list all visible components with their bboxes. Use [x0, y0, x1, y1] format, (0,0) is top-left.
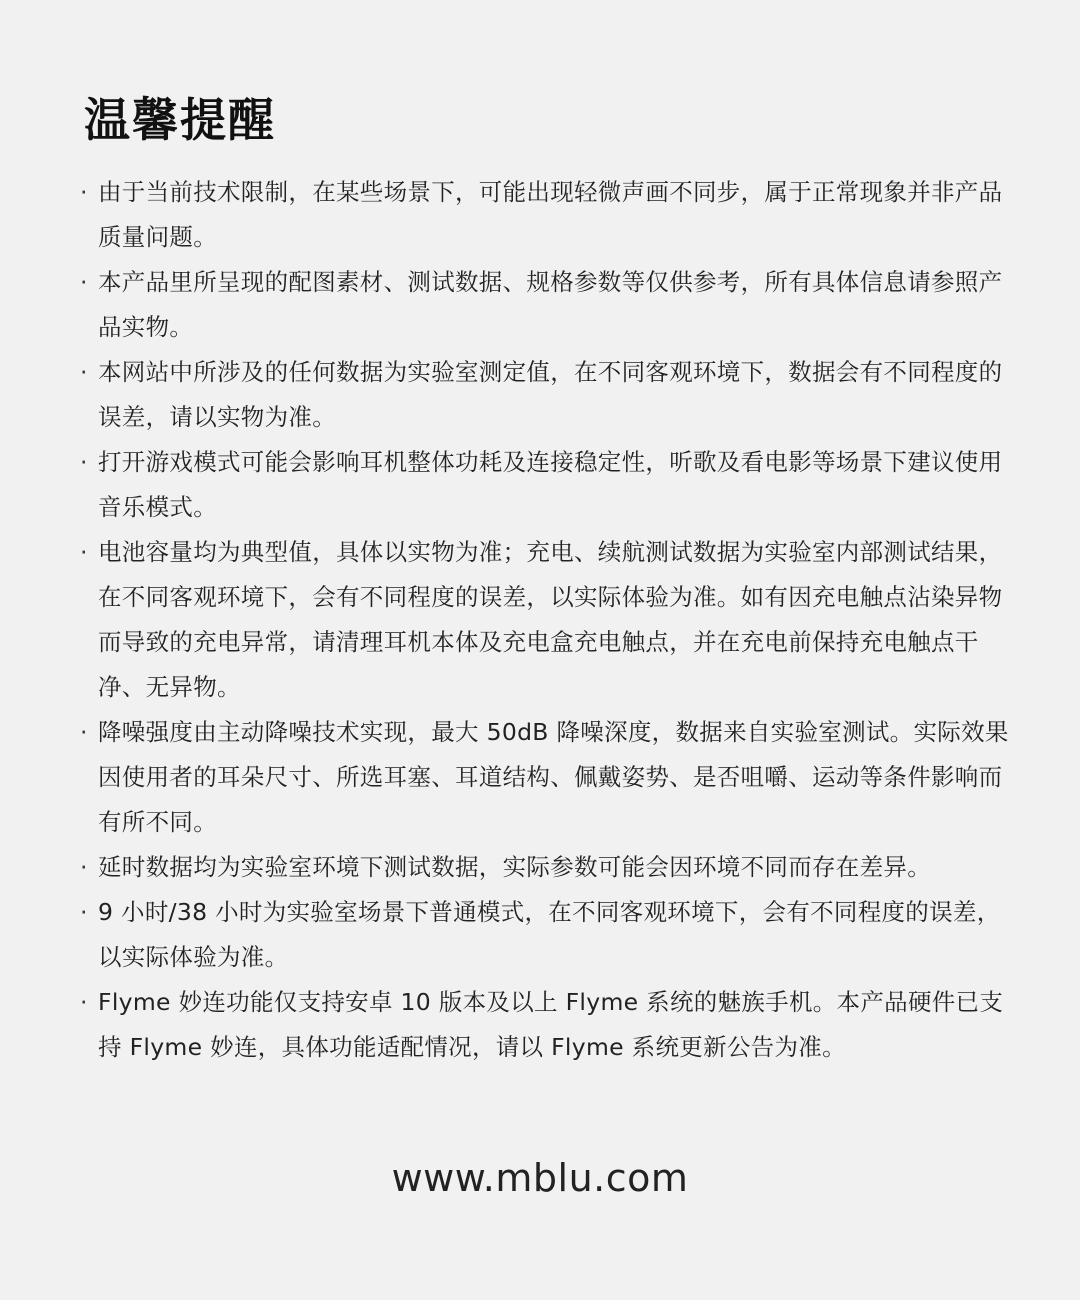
- notice-text: 延时数据均为实验室环境下测试数据，实际参数可能会因环境不同而存在差异。: [98, 853, 931, 881]
- notice-text: 本产品里所呈现的配图素材、测试数据、规格参数等仅供参考，所有具体信息请参照产品实物。: [98, 268, 1003, 341]
- notice-item: [80, 260, 1020, 350]
- notice-text: 9 小时/38 小时为实验室场景下普通模式，在不同客观环境下，会有不同程度的误差，以实际体验为准。: [98, 898, 1001, 971]
- website-link[interactable]: www.mblu.com: [391, 1156, 689, 1200]
- notice-item: [80, 710, 1020, 845]
- notice-item: [80, 890, 1020, 980]
- notice-text: 打开游戏模式可能会影响耳机整体功耗及连接稳定性，听歌及看电影等场景下建议使用音乐模式。: [98, 448, 1003, 521]
- bullet-icon: ·: [80, 718, 88, 746]
- notice-text: 本网站中所涉及的任何数据为实验室测定值，在不同客观环境下，数据会有不同程度的误差，请以实物为准。: [98, 358, 1003, 431]
- notice-list: [80, 170, 1020, 1070]
- notice-item: [80, 440, 1020, 530]
- notice-item: [80, 350, 1020, 440]
- bullet-icon: ·: [80, 178, 88, 206]
- bullet-icon: ·: [80, 898, 88, 926]
- notice-item: [80, 980, 1020, 1070]
- bullet-icon: ·: [80, 988, 88, 1016]
- bullet-icon: ·: [80, 358, 88, 386]
- bullet-icon: ·: [80, 448, 88, 476]
- bullet-icon: ·: [80, 853, 88, 881]
- bullet-icon: ·: [80, 268, 88, 296]
- bullet-icon: ·: [80, 538, 88, 566]
- notice-item: [80, 530, 1020, 710]
- notice-text: Flyme 妙连功能仅支持安卓 10 版本及以上 Flyme 系统的魅族手机。本产品硬件已支持 Flyme 妙连，具体功能适配情况，请以 Flyme 系统更新公告为准。: [98, 988, 1004, 1061]
- notice-item: [80, 170, 1020, 260]
- notice-text: 电池容量均为典型值，具体以实物为准；充电、续航测试数据为实验室内部测试结果，在不同客观环境下，会有不同程度的误差，以实际体验为准。如有因充电触点沾染异物而导致的充电异常，请清理耳机本体及充电盒充电触点，并在充电前保持充电触点干净、无异物。: [98, 538, 1003, 701]
- notice-item: [80, 845, 1020, 890]
- notice-text: 由于当前技术限制，在某些场景下，可能出现轻微声画不同步，属于正常现象并非产品质量问题。: [98, 178, 1003, 251]
- notice-text: 降噪强度由主动降噪技术实现，最大 50dB 降噪深度，数据来自实验室测试。实际效果因使用者的耳朵尺寸、所选耳塞、耳道结构、佩戴姿势、是否咀嚼、运动等条件影响而有所不同。: [98, 718, 1009, 836]
- page-title: 温馨提醒: [84, 93, 276, 147]
